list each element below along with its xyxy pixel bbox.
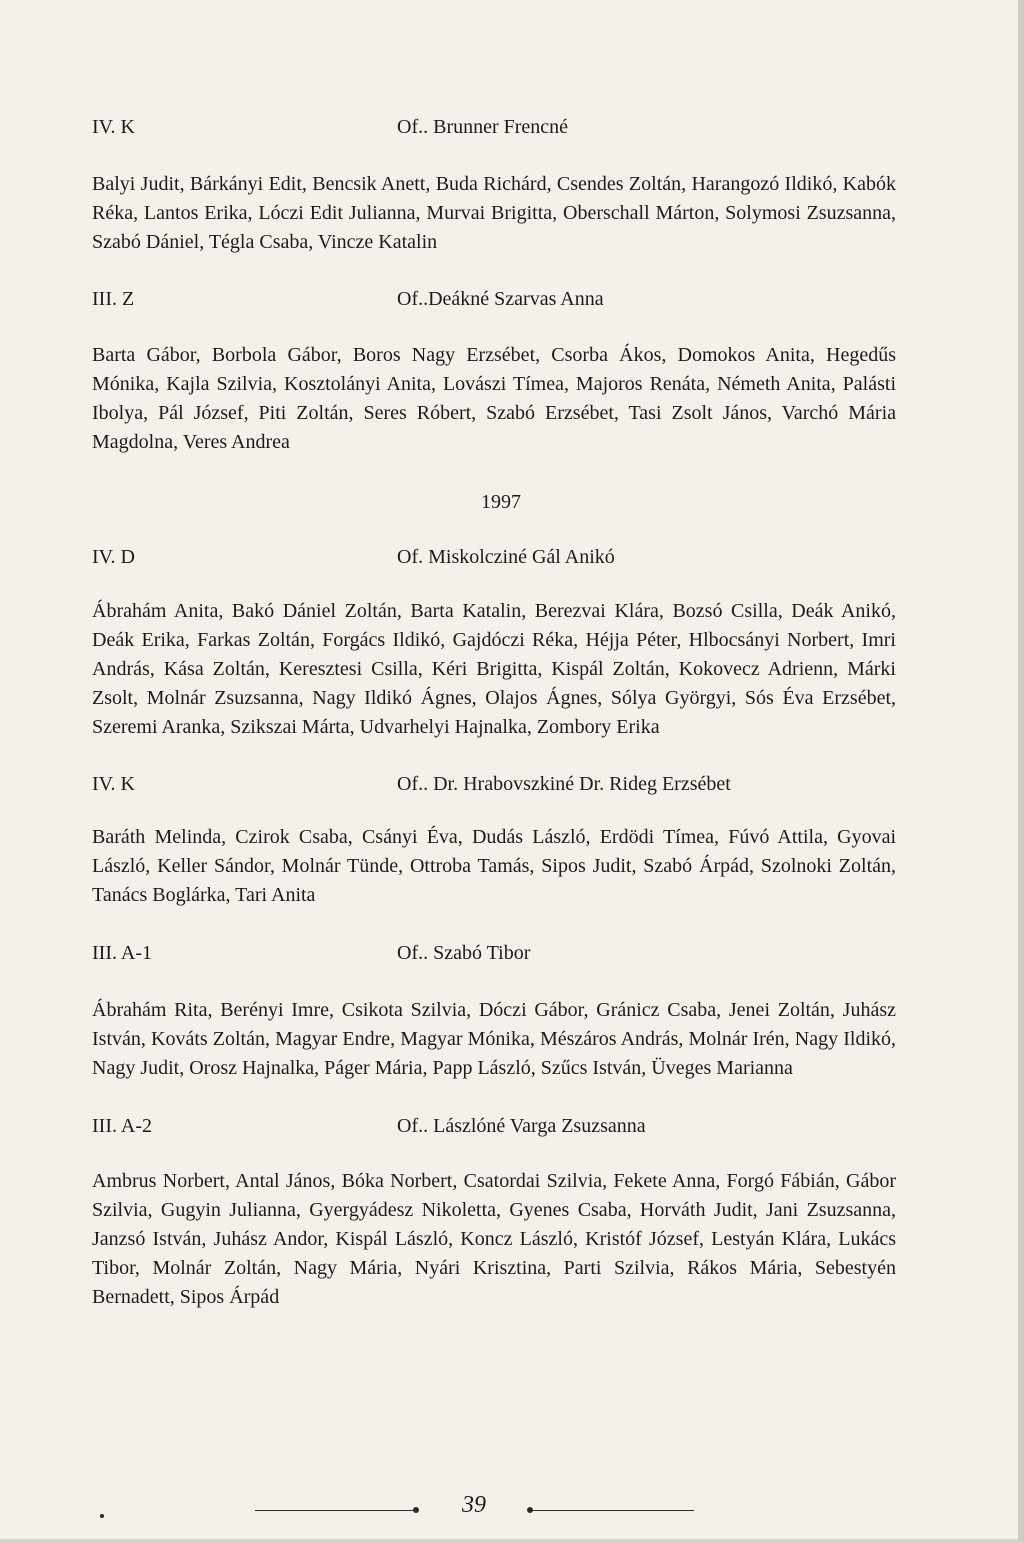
- class-section: [92, 769, 896, 910]
- student-list: Balyi Judit, Bárkányi Edit, Bencsik Anett, Buda Richárd, Csendes Zoltán, Harangozó Ildikó, Kabók Réka, Lantos Erika, Lóczi Edit Julianna, Murvai Brigitta, Oberschall Márton, Solymosi Zsuzsanna, Szabó Dániel, Tégla Csaba, Vincze Katalin: [92, 173, 896, 253]
- class-header: [92, 1111, 896, 1141]
- student-list: Baráth Melinda, Czirok Csaba, Csányi Éva, Dudás László, Erdödi Tímea, Fúvó Attila, Gyovai László, Keller Sándor, Molnár Tünde, Ottroba Tamás, Sipos Judit, Szabó Árpád, Szolnoki Zoltán, Tanács Boglárka, Tari Anita: [92, 826, 896, 906]
- class-header: [92, 769, 896, 799]
- student-list: Ábrahám Rita, Berényi Imre, Csikota Szilvia, Dóczi Gábor, Gránicz Csaba, Jenei Zoltán, Juhász István, Kováts Zoltán, Magyar Endre, Magyar Mónika, Mészáros András, Molnár Irén, Nagy Ildikó, Nagy Judit, Orosz Hajnalka, Páger Mária, Papp László, Szűcs István, Üveges Marianna: [92, 999, 896, 1079]
- class-name: III. A-2: [92, 1115, 152, 1137]
- footer-mark: [100, 1514, 104, 1518]
- footer-ornament-left: [413, 1507, 419, 1513]
- class-name: IV. D: [92, 546, 135, 568]
- year-heading: 1997: [481, 491, 521, 513]
- class-teacher: Of.. Brunner Frencné: [397, 116, 569, 138]
- class-header: [92, 542, 896, 572]
- class-section: [92, 1111, 896, 1312]
- student-list: Ábrahám Anita, Bakó Dániel Zoltán, Barta Katalin, Berezvai Klára, Bozsó Csilla, Deák Anikó, Deák Erika, Farkas Zoltán, Forgács Ildikó, Gajdóczi Réka, Héjja Péter, Hlbocsányi Norbert, Imri András, Kása Zoltán, Keresztesi Csilla, Kéri Brigitta, Kispál Zoltán, Kokovecz Adrienn, Márki Zsolt, Molnár Zsuzsanna, Nagy Ildikó Ágnes, Olajos Ágnes, Sólya Györgyi, Sós Éva Erzsébet, Szeremi Aranka, Szikszai Márta, Udvarhelyi Hajnalka, Zombory Erika: [92, 600, 896, 738]
- footer-rule-right: [532, 1510, 694, 1511]
- footer-rule-left: [255, 1510, 415, 1511]
- class-teacher: Of.. Dr. Hrabovszkiné Dr. Rideg Erzsébet: [397, 773, 731, 795]
- class-name: III. Z: [92, 288, 135, 310]
- class-header: [92, 112, 896, 142]
- class-teacher: Of. Miskolcziné Gál Anikó: [397, 546, 615, 568]
- student-list: Barta Gábor, Borbola Gábor, Boros Nagy Erzsébet, Csorba Ákos, Domokos Anita, Hegedűs Mónika, Kajla Szilvia, Kosztolányi Anita, Lovászi Tímea, Majoros Renáta, Németh Anita, Palásti Ibolya, Pál József, Piti Zoltán, Seres Róbert, Szabó Erzsébet, Tasi Zsolt János, Varchó Mária Magdolna, Veres Andrea: [92, 344, 896, 453]
- student-list: Ambrus Norbert, Antal János, Bóka Norbert, Csatordai Szilvia, Fekete Anna, Forgó Fábián, Gábor Szilvia, Gugyin Julianna, Gyergyádesz Nikoletta, Gyenes Csaba, Horváth Judit, Jani Zsuzsanna, Janzsó István, Juhász Andor, Kispál László, Koncz László, Kristóf József, Lestyán Klára, Lukács Tibor, Molnár Zoltán, Nagy Mária, Nyári Krisztina, Parti Szilvia, Rákos Mária, Sebestyén Bernadett, Sipos Árpád: [92, 1170, 896, 1308]
- class-teacher: Of.. Lászlóné Varga Zsuzsanna: [397, 1115, 646, 1137]
- class-section: [92, 938, 896, 1083]
- class-header: [92, 284, 896, 314]
- class-name: III. A-1: [92, 942, 152, 964]
- class-teacher: Of.. Szabó Tibor: [397, 942, 531, 964]
- class-teacher: Of..Deákné Szarvas Anna: [397, 288, 604, 310]
- class-section: [92, 284, 896, 457]
- page-number: 39: [462, 1492, 486, 1518]
- class-name: IV. K: [92, 773, 135, 795]
- class-section: [92, 542, 896, 742]
- class-header: [92, 938, 896, 968]
- page-footer: [0, 1490, 1024, 1530]
- class-name: IV. K: [92, 116, 135, 138]
- class-section: [92, 112, 896, 257]
